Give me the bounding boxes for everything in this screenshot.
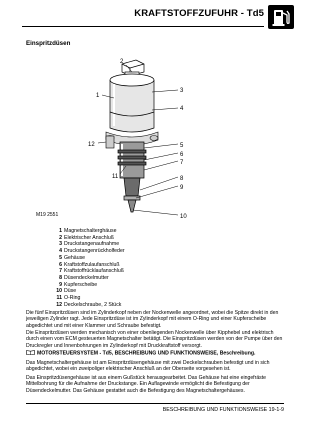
solenoid-housing bbox=[110, 74, 154, 132]
callout-7: 7 bbox=[180, 160, 184, 166]
legend-item: 1 Magnetschalterghäuse bbox=[59, 228, 117, 234]
paragraph-4: Das Einspritzdüsengehäuse ist aus einem Gußstück herausgearbeitet. Das Gehäuse hat eine eingefräste Mittelbohrung für die Aufnahme der Druckstange. Ein Auflagewinde ermöglicht die Befestigung der Düsendeckelmutter. Das Gehäuse gestattet auch die Befestigung des Magnetschaltergehäuses. bbox=[26, 375, 267, 394]
legend-item: 5 Gehäuse bbox=[59, 254, 86, 261]
callout-1: 1 bbox=[96, 93, 100, 99]
callout-3: 3 bbox=[180, 88, 184, 94]
legend-item: 6 Kraftstoffzulaufanschluß bbox=[59, 261, 120, 268]
legend-item: 10 Düse bbox=[56, 288, 77, 295]
page-header bbox=[0, 0, 300, 36]
figure-code: M19 2551 bbox=[36, 212, 59, 218]
cross-reference[interactable] bbox=[26, 350, 284, 357]
callout-9: 9 bbox=[180, 185, 184, 191]
legend-item: 12 Deckelschraube, 2 Stück bbox=[56, 301, 122, 308]
callout-5: 5 bbox=[180, 143, 184, 149]
paragraph-3: Das Magnetschaltergehäuse ist am Einspritzdüsengehäuse mit zwei Deckelschrauben befestigt und in sich abgedichtet, wobei ein zweipoliger elektrischer Anschluß an der Oberseite vorgesehen ist. bbox=[26, 360, 270, 373]
book-reference-icon bbox=[26, 350, 35, 355]
cross-reference-text: MOTORSTEUERSYSTEM - Td5, BESCHREIBUNG UND FUNKTIONSWEISE, Beschreibung. bbox=[37, 350, 256, 357]
legend-item: 2 Elektrischer Anschluß bbox=[59, 234, 114, 241]
page-footer: BESCHREIBUNG UND FUNKTIONSWEISE 19-1-9 bbox=[162, 407, 284, 413]
legend-list bbox=[52, 228, 125, 308]
legend-item: 3 Druckstangenaufnahme bbox=[59, 241, 120, 248]
legend-item: 8 Düsendeckelmutter bbox=[59, 274, 109, 281]
nozzle bbox=[124, 178, 140, 212]
callout-11: 11 bbox=[112, 174, 119, 180]
fuel-pump-icon bbox=[268, 5, 294, 29]
legend-item: 11 O-Ring bbox=[56, 295, 81, 302]
section-title: Einspritzdüsen bbox=[26, 40, 71, 47]
callout-4: 4 bbox=[180, 106, 184, 112]
callout-2: 2 bbox=[120, 59, 124, 65]
legend-item: 7 Kraftstoffrücklaufanschluß bbox=[59, 268, 124, 275]
paragraph-1: Die fünf Einspritzdüsen sind im Zylinderkopf neben der Nockenwelle angeordnet, wobei die Spitze direkt in den jeweiligen Zylinder ragt. Jede Einspritzdüse ist im Zylinderkopf mit einem O-Ring und einer Kupferscheibe abgedichtet und mit einer Klammer und Schraube befestigt. bbox=[26, 310, 279, 329]
injector-body bbox=[118, 142, 146, 178]
callout-10: 10 bbox=[180, 214, 187, 220]
footer-rule bbox=[26, 403, 284, 404]
header-rule bbox=[22, 26, 264, 27]
injector-diagram bbox=[40, 50, 210, 222]
callout-12: 12 bbox=[88, 142, 95, 148]
legend-item: 9 Kupferscheibe bbox=[59, 281, 98, 288]
callout-6: 6 bbox=[180, 152, 184, 158]
legend-item: 4 Druckstangenrückholfeder bbox=[59, 248, 125, 255]
paragraph-2: Die Einspritzdüsen werden mechanisch von einer obenliegenden Nockenwelle über Kipphebel und elektrisch durch einen vom ECM gesteuerten Magnetschalter betätigt. Die Einspritzdüsen werden von der Pumpe über den Druckregler und Innenbohrungen im Zylinderkopf mit Druckkraftstoff versorgt. bbox=[26, 330, 283, 349]
page-title: KRAFTSTOFFZUFUHR - Td5 bbox=[134, 8, 264, 19]
callout-8: 8 bbox=[180, 176, 184, 182]
